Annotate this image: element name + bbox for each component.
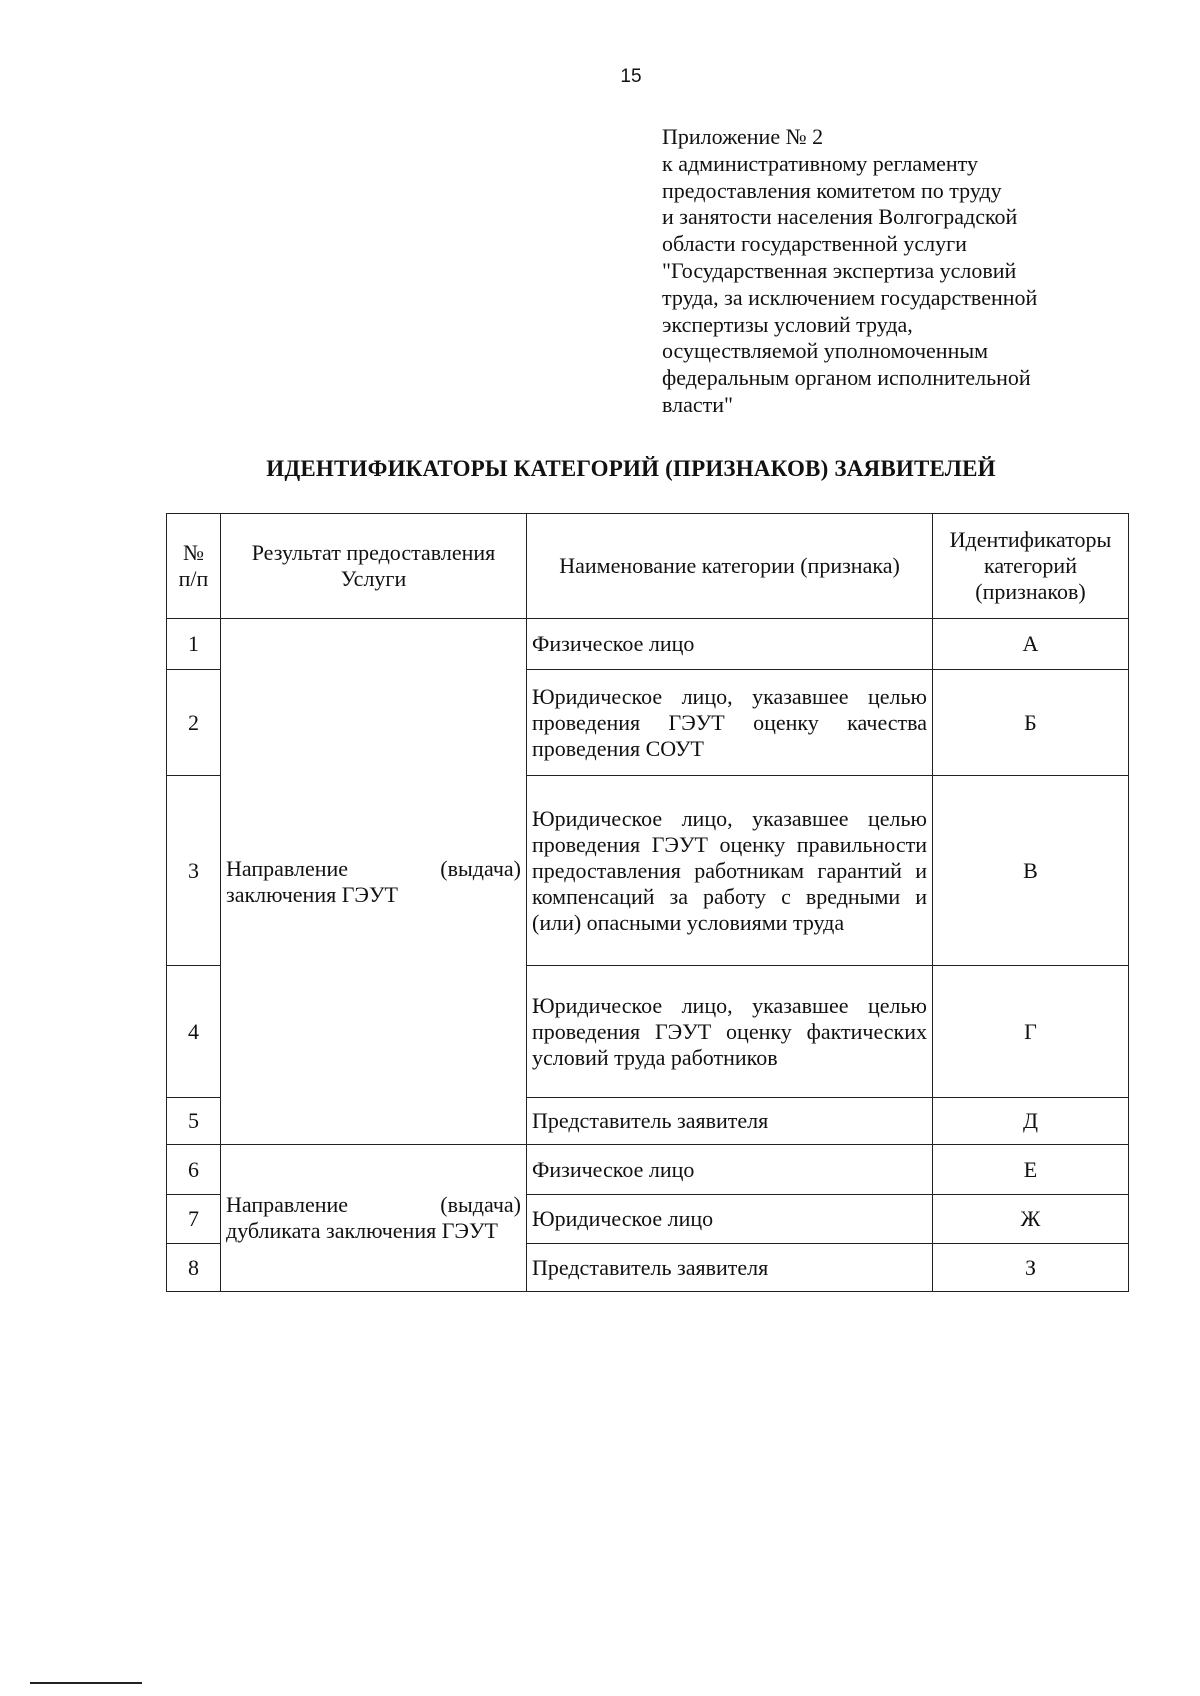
identifier-cell: З xyxy=(933,1244,1129,1292)
category-cell: Представитель заявителя xyxy=(527,1098,933,1145)
table-header-row xyxy=(167,514,1129,619)
appendix-line: власти" xyxy=(662,391,733,417)
appendix-line: предоставления комитетом по труду xyxy=(662,177,1002,203)
appendix-line: осуществляемой уполномоченным xyxy=(662,338,989,364)
result-cell-duplicate: Направление (выдача) дубликата заключения ГЭУТ xyxy=(221,1145,527,1292)
page-number: 15 xyxy=(620,66,642,87)
appendix-line: федеральным органом исполнительной xyxy=(662,365,1031,391)
row-num: 4 xyxy=(167,966,221,1098)
category-cell: Юридическое лицо, указавшее целью проведения ГЭУТ оценку качества проведения СОУТ xyxy=(527,670,933,776)
appendix-line: экспертизы условий труда, xyxy=(662,311,913,337)
table-row xyxy=(167,1145,1129,1195)
row-num: 5 xyxy=(167,1098,221,1145)
result-cell-conclusion: Направление (выдача) заключения ГЭУТ xyxy=(221,619,527,1145)
table-row xyxy=(167,619,1129,670)
appendix-line: труда, за исключением государственной xyxy=(662,284,1038,310)
row-num: 2 xyxy=(167,670,221,776)
row-num: 1 xyxy=(167,619,221,670)
row-num: 7 xyxy=(167,1195,221,1244)
row-num: 6 xyxy=(167,1145,221,1195)
row-num: 8 xyxy=(167,1244,221,1292)
identifier-cell: Г xyxy=(933,966,1129,1098)
header-identifier: Идентификаторы категорий (признаков) xyxy=(933,514,1129,619)
appendix-line: к административному регламенту xyxy=(662,150,978,176)
header-category: Наименование категории (признака) xyxy=(527,514,933,619)
document-title: ИДЕНТИФИКАТОРЫ КАТЕГОРИЙ (ПРИЗНАКОВ) ЗАЯВИТЕЛЕЙ xyxy=(266,456,996,481)
identifier-cell: Б xyxy=(933,670,1129,776)
category-cell: Представитель заявителя xyxy=(527,1244,933,1292)
appendix-line: области государственной услуги xyxy=(662,231,967,257)
category-cell: Юридическое лицо, указавшее целью проведения ГЭУТ оценку правильности предоставления работникам гарантий и компенсаций за работу с вредными и (или) опасными условиями труда xyxy=(527,776,933,966)
appendix-line: и занятости населения Волгоградской xyxy=(662,204,1018,230)
identifier-cell: Е xyxy=(933,1145,1129,1195)
appendix-note xyxy=(662,124,1102,419)
appendix-line: Приложение № 2 xyxy=(662,124,824,149)
header-result: Результат предоставления Услуги xyxy=(221,514,527,619)
appendix-line: "Государственная экспертиза условий xyxy=(662,257,1017,283)
identifier-cell: А xyxy=(933,619,1129,670)
row-num: 3 xyxy=(167,776,221,966)
category-cell: Физическое лицо xyxy=(527,619,933,670)
header-num: № п/п xyxy=(167,514,221,619)
identifier-cell: В xyxy=(933,776,1129,966)
footnote-separator xyxy=(30,1682,142,1684)
category-cell: Юридическое лицо xyxy=(527,1195,933,1244)
identifier-cell: Д xyxy=(933,1098,1129,1145)
categories-table xyxy=(166,513,1129,1292)
identifier-cell: Ж xyxy=(933,1195,1129,1244)
category-cell: Физическое лицо xyxy=(527,1145,933,1195)
category-cell: Юридическое лицо, указавшее целью проведения ГЭУТ оценку фактических условий труда работников xyxy=(527,966,933,1098)
